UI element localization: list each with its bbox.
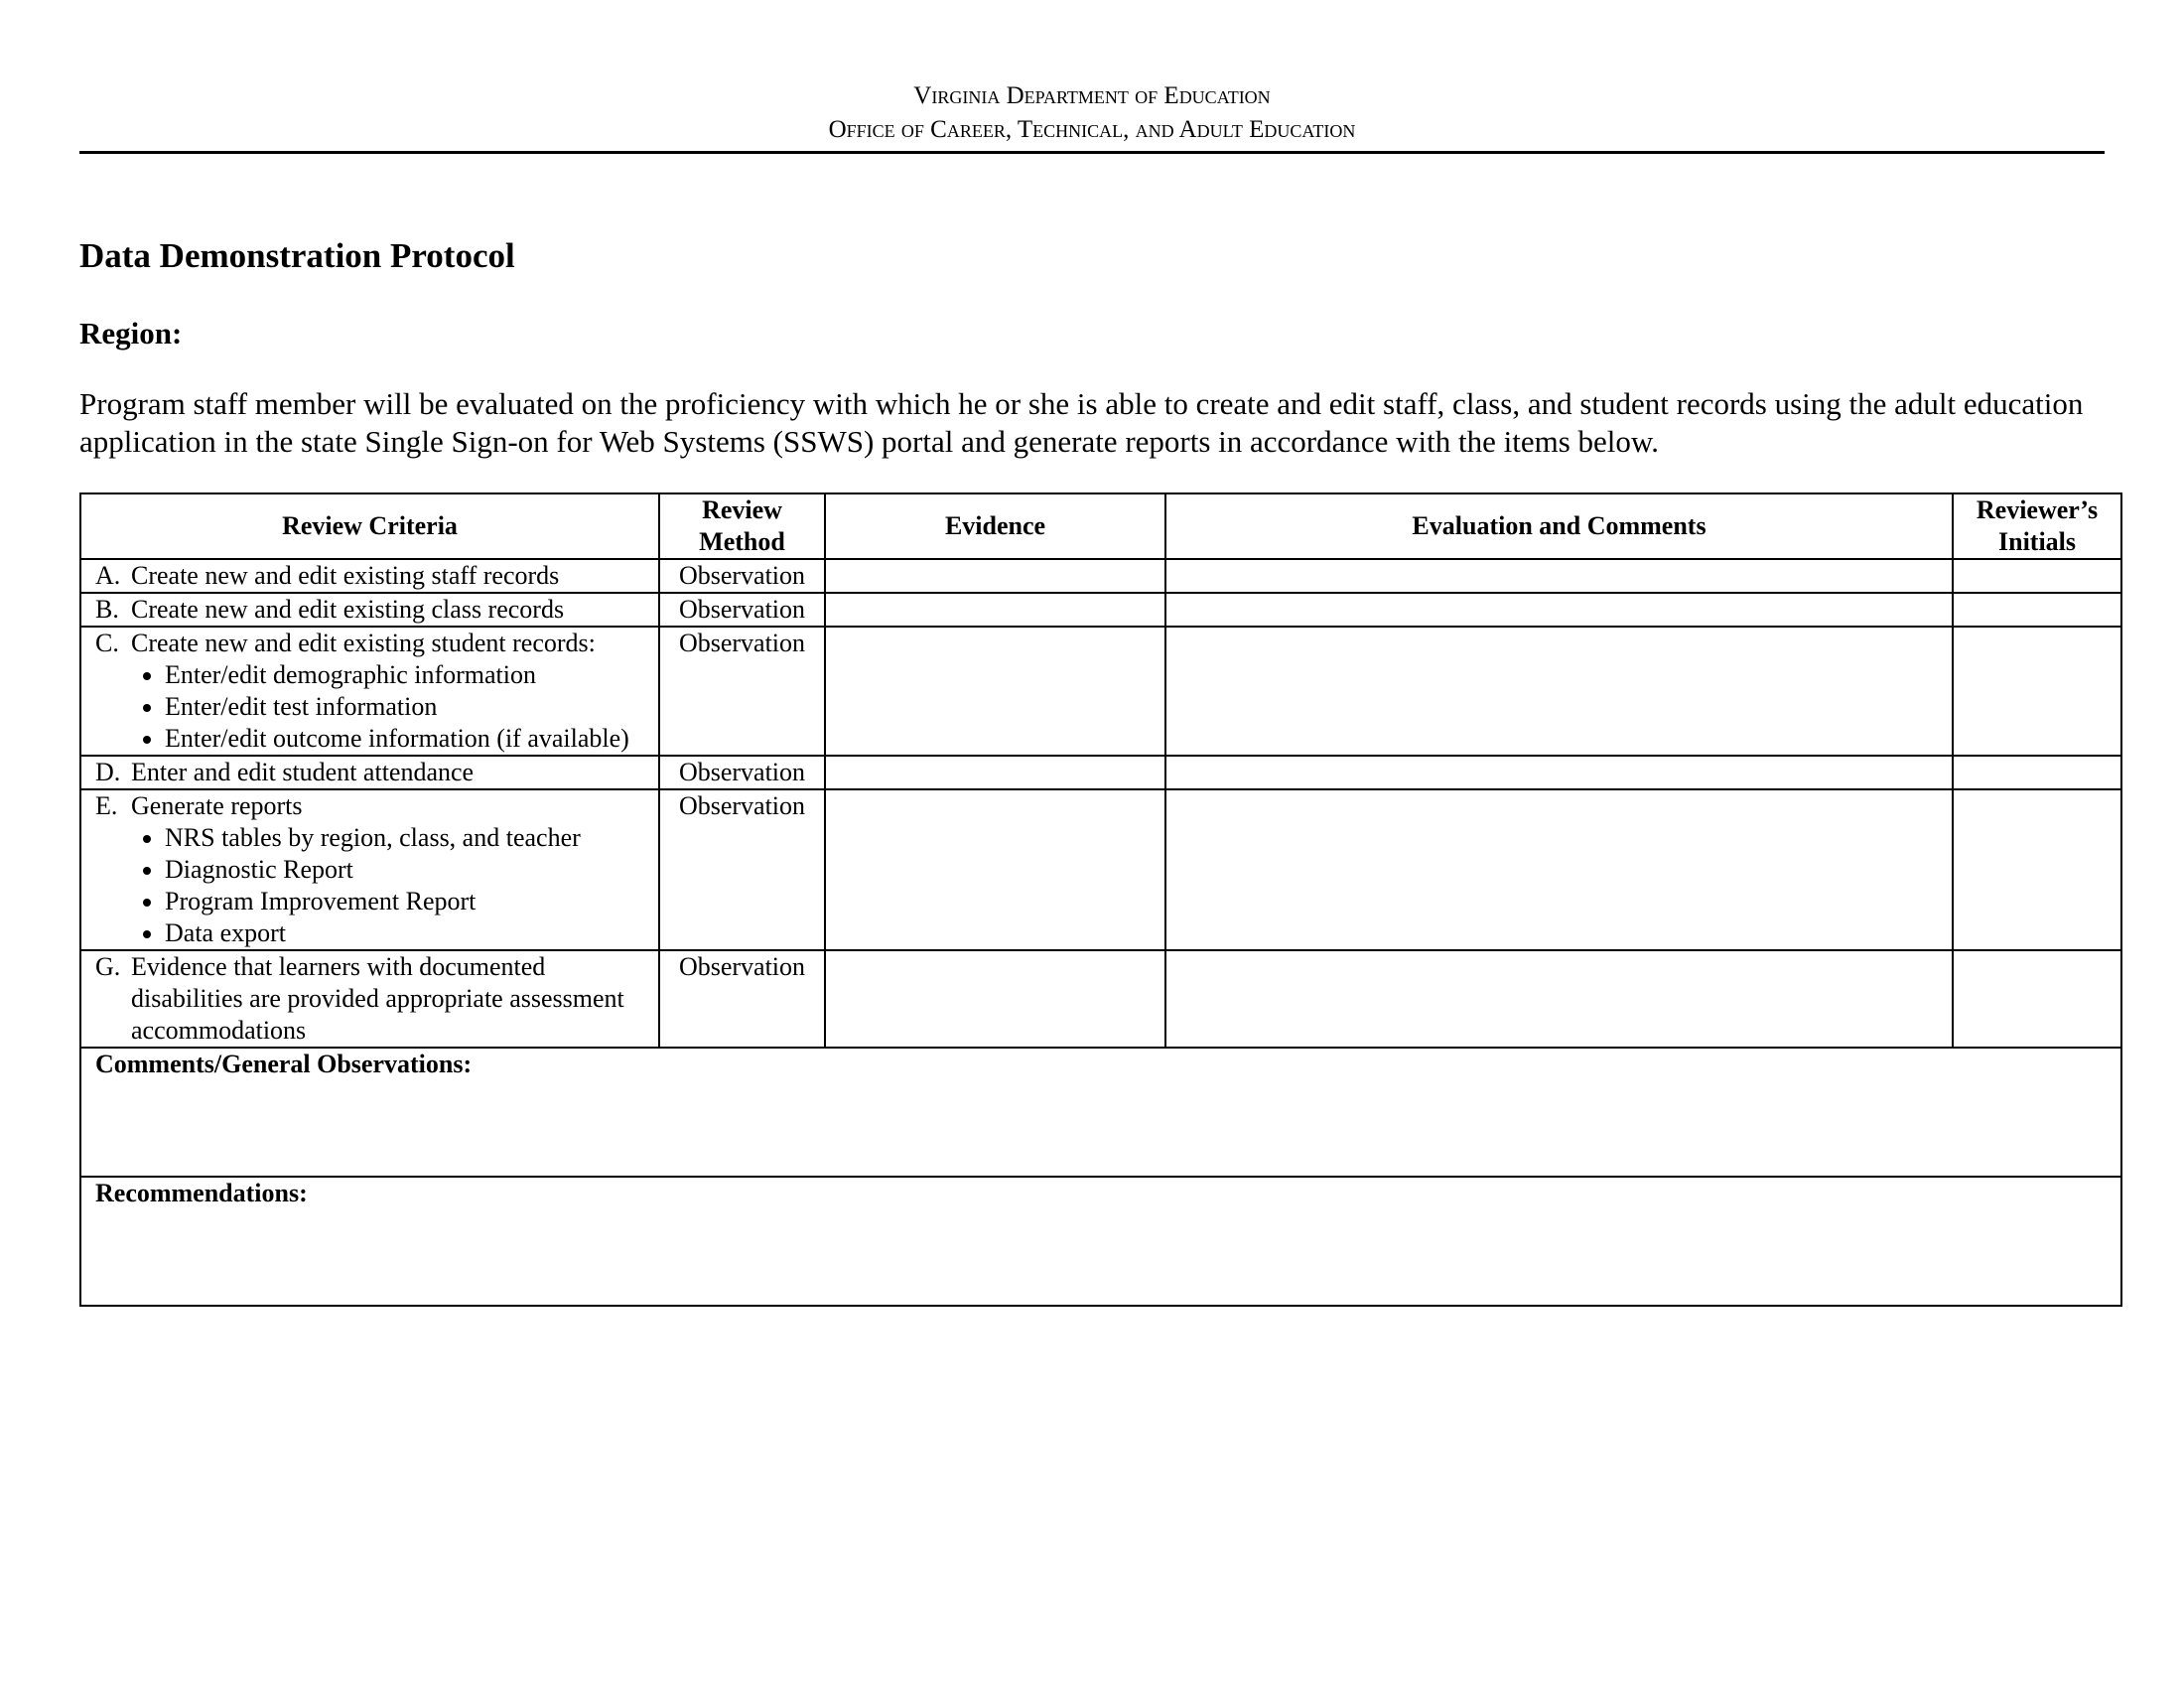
criteria-text: Evidence that learners with documented disabilities are provided appropriate assessment accommodations xyxy=(131,952,624,1045)
page-title: Data Demonstration Protocol xyxy=(79,236,515,275)
table-row xyxy=(80,789,2121,950)
initials-cell[interactable] xyxy=(1953,559,2121,593)
table-header-row xyxy=(80,493,2121,559)
col-header-method: Review Method xyxy=(659,493,825,559)
col-header-evidence: Evidence xyxy=(825,493,1165,559)
initials-cell[interactable] xyxy=(1953,593,2121,627)
criteria-letter: A. xyxy=(95,561,121,590)
method-cell: Observation xyxy=(659,950,825,1048)
evidence-cell[interactable] xyxy=(825,756,1165,789)
criteria-bullet-list xyxy=(95,659,644,755)
criteria-bullet: • Enter/edit outcome information (if available) xyxy=(165,723,644,755)
criteria-text: Create new and edit existing class records xyxy=(131,595,565,624)
criteria-cell xyxy=(80,593,659,627)
region-label: Region: xyxy=(79,316,183,351)
comments-row xyxy=(80,1048,2121,1177)
criteria-bullet: • Data export xyxy=(165,917,644,949)
evidence-cell[interactable] xyxy=(825,789,1165,950)
criteria-bullet: • Enter/edit test information xyxy=(165,691,644,723)
col-header-initials: Reviewer’s Initials xyxy=(1953,493,2121,559)
initials-cell[interactable] xyxy=(1953,756,2121,789)
criteria-text: Generate reports xyxy=(131,791,303,820)
evaluation-cell[interactable] xyxy=(1165,593,1953,627)
criteria-letter: B. xyxy=(95,595,119,624)
criteria-bullet: • Enter/edit demographic information xyxy=(165,659,644,691)
criteria-text: Enter and edit student attendance xyxy=(131,758,475,786)
evaluation-cell[interactable] xyxy=(1165,627,1953,756)
recommendations-cell[interactable] xyxy=(80,1177,2121,1306)
criteria-text: Create new and edit existing staff records xyxy=(131,561,560,590)
criteria-cell xyxy=(80,559,659,593)
method-cell: Observation xyxy=(659,627,825,756)
table-row xyxy=(80,559,2121,593)
criteria-cell xyxy=(80,627,659,756)
evaluation-cell[interactable] xyxy=(1165,950,1953,1048)
criteria-letter: E. xyxy=(95,791,118,820)
method-cell: Observation xyxy=(659,789,825,950)
evidence-cell[interactable] xyxy=(825,627,1165,756)
header-agency: Virginia Department of Education xyxy=(913,82,1271,109)
table-row xyxy=(80,950,2121,1048)
initials-cell[interactable] xyxy=(1953,789,2121,950)
header-divider xyxy=(79,151,2105,154)
comments-cell[interactable] xyxy=(80,1048,2121,1177)
evaluation-cell[interactable] xyxy=(1165,789,1953,950)
table-row xyxy=(80,756,2121,789)
criteria-cell xyxy=(80,950,659,1048)
method-cell: Observation xyxy=(659,559,825,593)
criteria-bullet-list xyxy=(95,822,644,949)
criteria-letter: D. xyxy=(95,758,121,786)
evidence-cell[interactable] xyxy=(825,950,1165,1048)
header-office: Office of Career, Technical, and Adult Education xyxy=(828,116,1356,143)
evidence-cell[interactable] xyxy=(825,593,1165,627)
review-table xyxy=(79,492,2122,1307)
criteria-letter: G. xyxy=(95,952,121,981)
col-header-criteria: Review Criteria xyxy=(80,493,659,559)
criteria-cell xyxy=(80,789,659,950)
initials-cell[interactable] xyxy=(1953,627,2121,756)
method-cell: Observation xyxy=(659,756,825,789)
table-row xyxy=(80,627,2121,756)
criteria-text: Create new and edit existing student records: xyxy=(131,629,596,657)
table-row xyxy=(80,593,2121,627)
recommendations-row xyxy=(80,1177,2121,1306)
col-header-evaluation: Evaluation and Comments xyxy=(1165,493,1953,559)
criteria-letter: C. xyxy=(95,629,119,657)
recommendations-label: Recommendations: xyxy=(95,1179,308,1207)
criteria-cell xyxy=(80,756,659,789)
criteria-bullet: • Diagnostic Report xyxy=(165,854,644,886)
document-header xyxy=(0,79,2184,147)
evidence-cell[interactable] xyxy=(825,559,1165,593)
intro-paragraph: Program staff member will be evaluated on the proficiency with which he or she is able to create and edit staff, class, and student records using the adult education application in the state Single Sign-on for Web Systems (SSWS) portal and generate reports in accordance with the items below. xyxy=(79,386,2084,459)
method-cell: Observation xyxy=(659,593,825,627)
evaluation-cell[interactable] xyxy=(1165,559,1953,593)
evaluation-cell[interactable] xyxy=(1165,756,1953,789)
criteria-bullet: • Program Improvement Report xyxy=(165,886,644,917)
initials-cell[interactable] xyxy=(1953,950,2121,1048)
comments-label: Comments/General Observations: xyxy=(95,1050,473,1078)
criteria-bullet: • NRS tables by region, class, and teacher xyxy=(165,822,644,854)
